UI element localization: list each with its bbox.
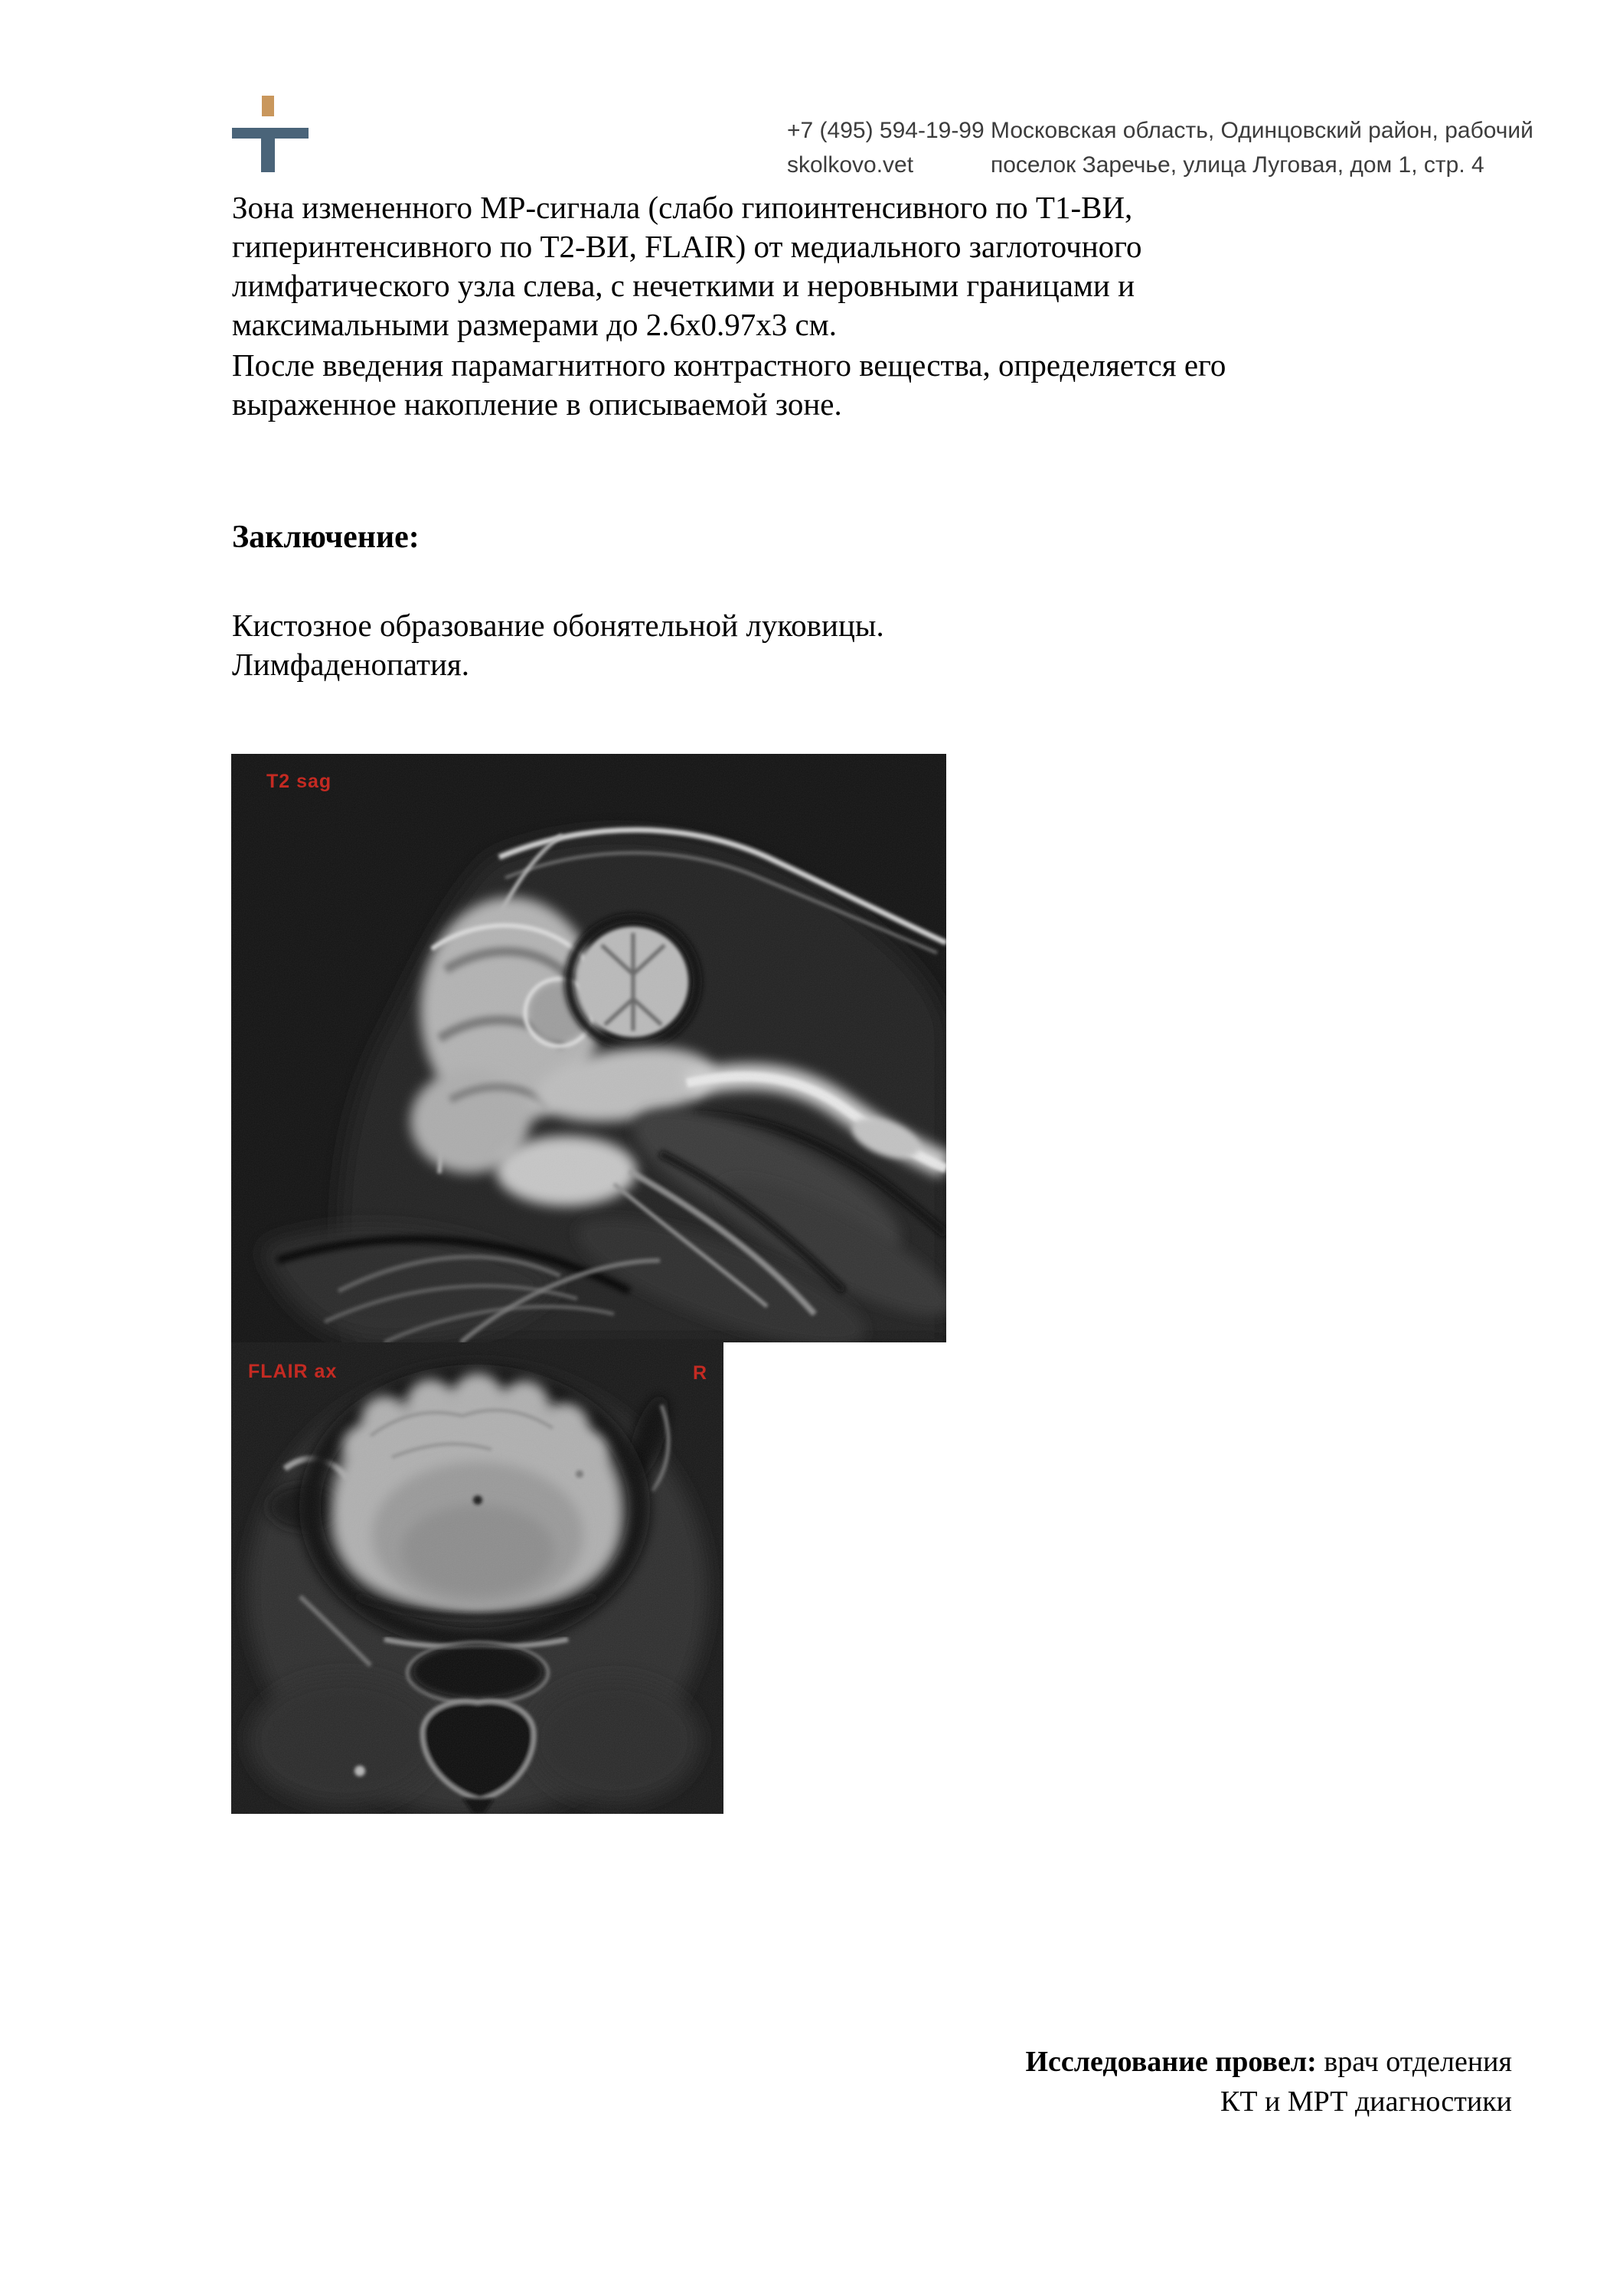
logo-t-stem	[261, 128, 275, 172]
findings-line: лимфатического узла слева, с нечеткими и неровными границами и	[232, 268, 1135, 303]
t2-sagittal-scan-graphic	[231, 754, 946, 1342]
footer-department: КТ и МРТ диагностики	[1220, 2086, 1512, 2118]
flair-axial-scan-graphic	[231, 1342, 723, 1814]
mri-sequence-label: FLAIR ax	[248, 1361, 338, 1382]
findings-paragraph-1	[232, 188, 1549, 344]
conclusion-text	[232, 606, 1549, 684]
conclusion-line: Лимфаденопатия.	[232, 647, 470, 682]
clinic-address-line: поселок Заречье, улица Луговая, дом 1, стр. 4	[991, 152, 1484, 178]
findings-line: Зона измененного МР-сигнала (слабо гипоинтенсивного по Т1-ВИ,	[232, 190, 1133, 225]
findings-line: гиперинтенсивного по Т2-ВИ, FLAIR) от медиального заглоточного	[232, 229, 1142, 264]
findings-line: максимальными размерами до 2.6х0.97х3 см.	[232, 307, 837, 342]
clinic-address-line: Московская область, Одинцовский район, рабочий	[991, 118, 1533, 143]
performed-by-value: врач отделения	[1316, 2046, 1512, 2078]
performed-by-label: Исследование провел:	[1025, 2046, 1317, 2078]
clinic-logo	[232, 96, 309, 172]
conclusion-line: Кистозное образование обонятельной луковицы.	[232, 608, 884, 643]
footer-signature	[1025, 2042, 1512, 2122]
performed-by-line	[1025, 2042, 1512, 2082]
header-contact-block	[787, 113, 985, 182]
clinic-website: skolkovo.vet	[787, 152, 914, 178]
mri-sequence-label: T2 sag	[266, 771, 332, 792]
findings-paragraph-2	[232, 346, 1549, 424]
mri-image-flair-axial	[231, 1342, 723, 1814]
findings-line: После введения парамагнитного контрастного вещества, определяется его	[232, 347, 1226, 383]
orientation-marker-right: R	[692, 1362, 707, 1384]
header-address-block	[991, 113, 1533, 182]
conclusion-heading: Заключение:	[232, 520, 420, 555]
clinic-phone: +7 (495) 594-19-99	[787, 118, 985, 143]
mri-image-t2-sagittal	[231, 754, 946, 1342]
logo-accent-mark	[262, 96, 274, 116]
findings-line: выраженное накопление в описываемой зоне.	[232, 386, 842, 422]
